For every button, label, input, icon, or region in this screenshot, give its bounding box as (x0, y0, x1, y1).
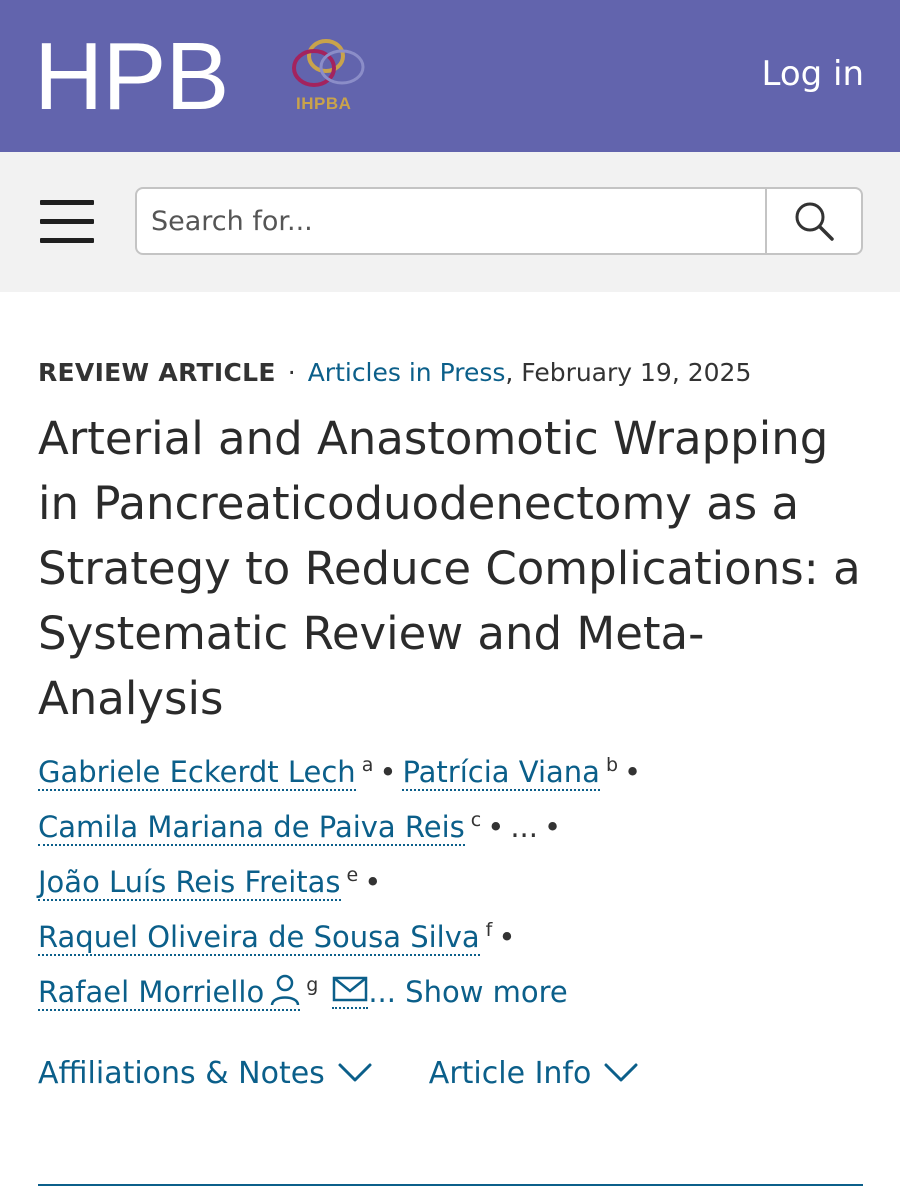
affiliation-marker[interactable]: b (605, 754, 618, 777)
article-info-label: Article Info (428, 1055, 592, 1091)
author-list (38, 745, 868, 1020)
article-info-toggle[interactable] (429, 1056, 640, 1091)
author-separator: • (364, 865, 382, 899)
login-link[interactable]: Log in (761, 54, 864, 94)
affiliation-marker[interactable]: c (470, 809, 482, 832)
chevron-down-icon (337, 1062, 373, 1084)
author-line (38, 910, 868, 965)
search-bar (0, 152, 900, 292)
envelope-icon (332, 976, 368, 1002)
section-divider (38, 1184, 863, 1186)
author-separator: • (498, 920, 516, 954)
magnifier-icon (793, 200, 835, 242)
author-separator: • (487, 810, 505, 844)
author-line (38, 855, 868, 910)
article-type: REVIEW ARTICLE (38, 358, 276, 387)
author-link[interactable]: Raquel Oliveira de Sousa Silva (38, 920, 480, 954)
corresponding-author-link[interactable] (38, 975, 300, 1011)
author-name: Rafael Morriello (38, 975, 265, 1009)
author-link[interactable]: Patrícia Viana (402, 755, 600, 789)
author-ellipsis: ... (510, 810, 538, 844)
article-sections (38, 1050, 868, 1096)
author-separator: • (624, 755, 642, 789)
author-line (38, 800, 868, 855)
menu-button[interactable] (38, 200, 96, 244)
email-author-link[interactable] (332, 976, 368, 1009)
search-input[interactable] (137, 189, 765, 253)
chevron-down-icon (603, 1062, 639, 1084)
affiliation-marker[interactable]: a (361, 754, 374, 777)
author-line (38, 965, 868, 1020)
hamburger-line (40, 219, 94, 224)
society-name: IHPBA (296, 94, 352, 113)
author-line (38, 745, 868, 800)
author-separator: • (379, 755, 397, 789)
hamburger-line (40, 238, 94, 243)
search-button[interactable] (765, 189, 861, 253)
author-link[interactable]: Camila Mariana de Paiva Reis (38, 810, 465, 844)
article-meta (38, 350, 868, 396)
affiliations-notes-toggle[interactable] (38, 1056, 373, 1091)
author-link[interactable]: Gabriele Eckerdt Lech (38, 755, 356, 789)
hamburger-menu-icon (40, 200, 94, 205)
show-more-authors-link[interactable]: ... Show more (368, 975, 568, 1009)
publication-date: , February 19, 2025 (505, 358, 752, 387)
person-icon (270, 974, 300, 1006)
affiliations-notes-label: Affiliations & Notes (38, 1055, 325, 1091)
author-separator: • (544, 810, 562, 844)
journal-logo[interactable]: HPB (34, 23, 229, 130)
affiliation-marker[interactable]: g (306, 974, 319, 997)
article-title: Arterial and Anastomotic Wrapping in Pancreaticoduodenectomy as a Strategy to Reduce Complications: a Systematic Review and Meta-Analysis (38, 412, 861, 725)
society-logo[interactable] (286, 34, 376, 116)
meta-separator: · (287, 358, 296, 387)
search-box (135, 187, 863, 255)
article-header (38, 350, 868, 1096)
affiliation-marker[interactable]: e (346, 864, 359, 887)
rings-icon (286, 34, 376, 98)
articles-in-press-link[interactable]: Articles in Press (307, 358, 506, 387)
journal-header (0, 0, 900, 152)
author-link[interactable]: João Luís Reis Freitas (38, 865, 341, 899)
affiliation-marker[interactable]: f (485, 919, 493, 942)
